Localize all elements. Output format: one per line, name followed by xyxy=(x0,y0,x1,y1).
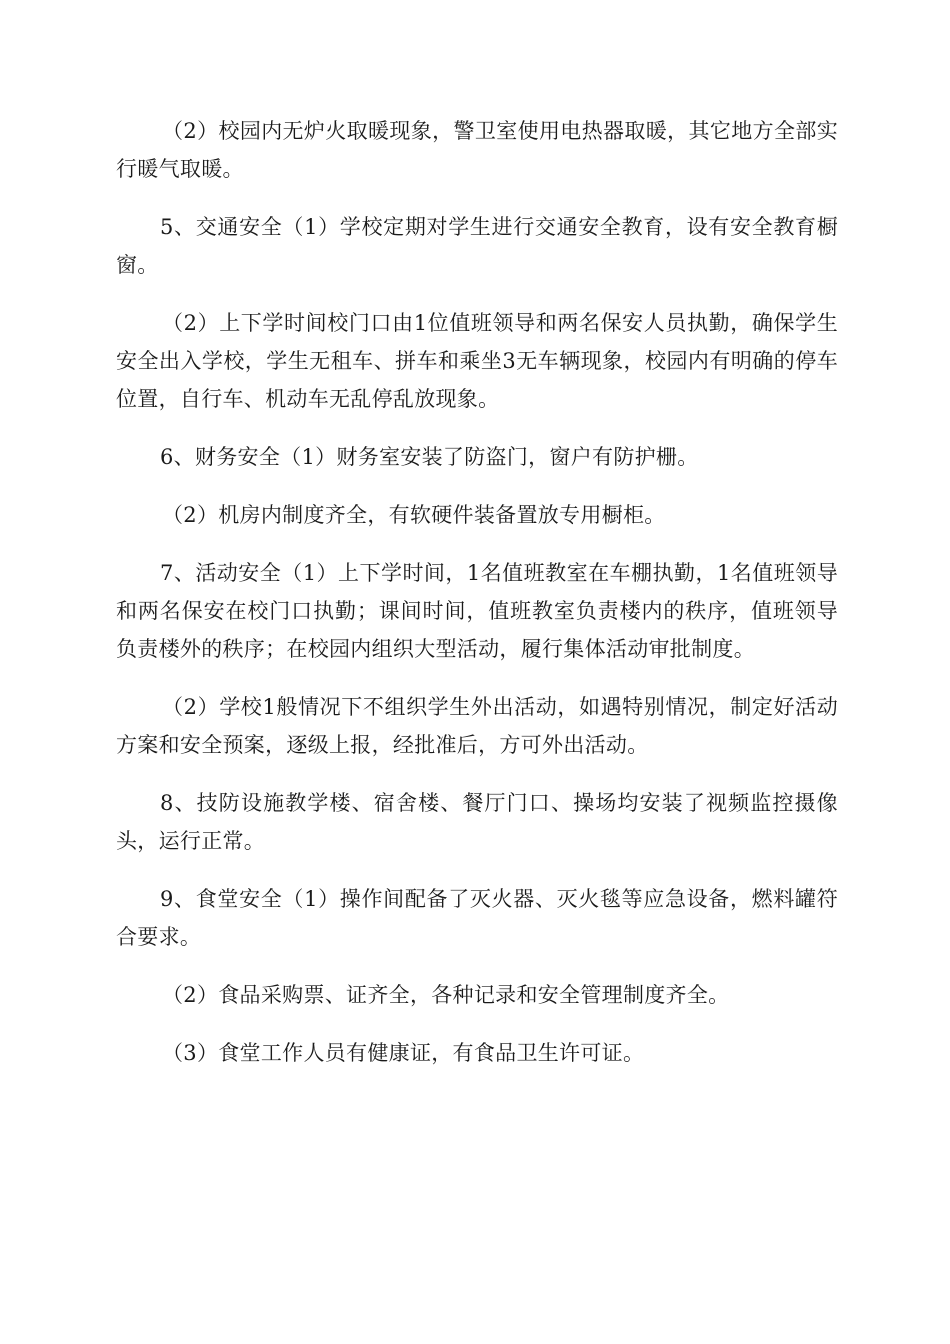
paragraph-finance-safety: 6、财务安全（1）财务室安装了防盗门，窗户有防护栅。 xyxy=(160,445,699,469)
paragraph-traffic-safety: 5、交通安全（1）学校定期对学生进行交通安全教育，设有安全教育橱窗。 xyxy=(116,215,838,277)
paragraph-canteen-safety: 9、食堂安全（1）操作间配备了灭火器、灭火毯等应急设备，燃料罐符合要求。 xyxy=(116,887,838,949)
paragraph-staff-health: （3）食堂工作人员有健康证，有食品卫生许可证。 xyxy=(162,1041,645,1065)
paragraph-activity-safety: 7、活动安全（1）上下学时间，1名值班教室在车棚执勤，1名值班领导和两名保安在校门口执勤；课间时间，值班教室负责楼内的秩序，值班领导负责楼外的秩序；在校园内组织大型活动，履行集体活动审批制度。 xyxy=(116,561,838,661)
paragraph-surveillance: 8、技防设施教学楼、宿舍楼、餐厅门口、操场均安装了视频监控摄像头，运行正常。 xyxy=(116,791,838,853)
paragraph-food-procurement: （2）食品采购票、证齐全，各种记录和安全管理制度齐全。 xyxy=(162,983,730,1007)
paragraph-gate-duty: （2）上下学时间校门口由1位值班领导和两名保安人员执勤，确保学生安全出入学校，学生无租车、拼车和乘坐3无车辆现象，校园内有明确的停车位置，自行车、机动车无乱停乱放现象。 xyxy=(116,311,838,411)
paragraph-computer-room: （2）机房内制度齐全，有软硬件装备置放专用橱柜。 xyxy=(162,503,666,527)
document-body xyxy=(116,112,838,1092)
paragraph-heating: （2）校园内无炉火取暖现象，警卫室使用电热器取暖，其它地方全部实行暖气取暖。 xyxy=(116,119,838,181)
paragraph-outside-activities: （2）学校1般情况下不组织学生外出活动，如遇特别情况，制定好活动方案和安全预案，逐级上报，经批准后，方可外出活动。 xyxy=(116,695,838,757)
